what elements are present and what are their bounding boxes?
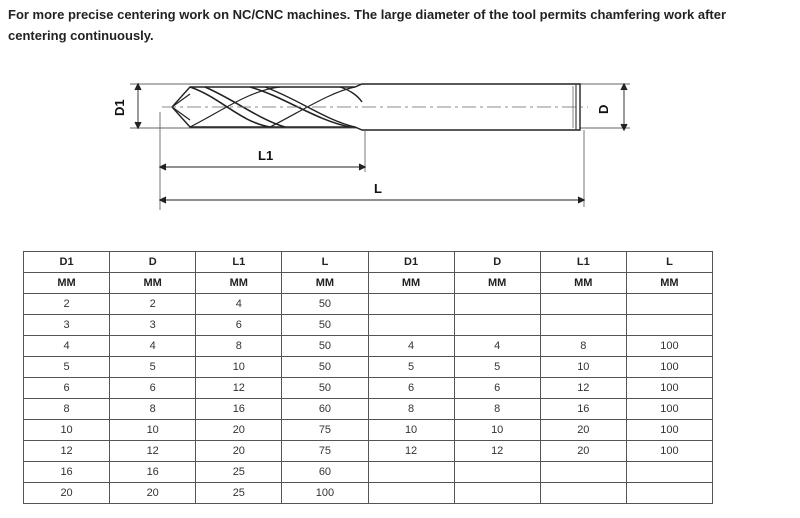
table-cell: 100 xyxy=(282,483,368,504)
intro-text: For more precise centering work on NC/CNC machines. The large diameter of the tool permits chamfering work after centering continuously. xyxy=(8,7,727,43)
table-cell: 10 xyxy=(454,420,540,441)
table-cell: MM xyxy=(626,273,712,294)
table-cell: MM xyxy=(540,273,626,294)
table-cell: 16 xyxy=(24,462,110,483)
table-cell: 4 xyxy=(196,294,282,315)
table-cell: 100 xyxy=(626,336,712,357)
table-row xyxy=(24,462,713,483)
table-cell xyxy=(626,294,712,315)
table-cell: L xyxy=(282,252,368,273)
table-cell: 75 xyxy=(282,441,368,462)
table-cell: MM xyxy=(24,273,110,294)
table-cell: 6 xyxy=(368,378,454,399)
table-cell: L xyxy=(626,252,712,273)
table-cell: 3 xyxy=(24,315,110,336)
table-cell: 8 xyxy=(24,399,110,420)
table-cell: 50 xyxy=(282,315,368,336)
label-l1: L1 xyxy=(258,148,274,163)
table-cell: MM xyxy=(110,273,196,294)
table-row xyxy=(24,294,713,315)
table-cell: 100 xyxy=(626,441,712,462)
header-row-names xyxy=(24,252,713,273)
table-cell: D xyxy=(454,252,540,273)
label-l: L xyxy=(374,181,382,196)
table-cell: 10 xyxy=(196,357,282,378)
label-d: D xyxy=(596,104,611,114)
table-cell xyxy=(626,315,712,336)
table-cell xyxy=(626,483,712,504)
table-cell: 12 xyxy=(368,441,454,462)
table-cell: 75 xyxy=(282,420,368,441)
table-cell: 6 xyxy=(24,378,110,399)
table-row xyxy=(24,441,713,462)
table-cell: 8 xyxy=(196,336,282,357)
table-cell: 50 xyxy=(282,357,368,378)
table-cell xyxy=(540,294,626,315)
table-cell: 6 xyxy=(454,378,540,399)
table-cell: MM xyxy=(282,273,368,294)
table-cell xyxy=(368,483,454,504)
table-cell: 8 xyxy=(454,399,540,420)
table-cell: L1 xyxy=(540,252,626,273)
spec-table xyxy=(23,251,713,504)
table-cell: 4 xyxy=(454,336,540,357)
table-row xyxy=(24,483,713,504)
table-row xyxy=(24,420,713,441)
table-cell: 20 xyxy=(24,483,110,504)
table-cell: 4 xyxy=(368,336,454,357)
table-cell: 10 xyxy=(368,420,454,441)
table-cell: 100 xyxy=(626,420,712,441)
table-row xyxy=(24,378,713,399)
table-cell: 2 xyxy=(110,294,196,315)
table-cell xyxy=(454,294,540,315)
table-cell: 50 xyxy=(282,294,368,315)
table-cell: D1 xyxy=(368,252,454,273)
table-cell: 4 xyxy=(24,336,110,357)
table-cell: 5 xyxy=(368,357,454,378)
table-cell: 20 xyxy=(110,483,196,504)
table-cell: 10 xyxy=(110,420,196,441)
table-cell: 50 xyxy=(282,336,368,357)
table-cell xyxy=(626,462,712,483)
table-cell: 8 xyxy=(110,399,196,420)
table-cell: 12 xyxy=(110,441,196,462)
table-cell: 6 xyxy=(110,378,196,399)
table-cell: 50 xyxy=(282,378,368,399)
table-cell: 5 xyxy=(110,357,196,378)
table-cell: MM xyxy=(196,273,282,294)
table-cell: 10 xyxy=(24,420,110,441)
label-d1: D1 xyxy=(112,99,127,116)
table-cell: 20 xyxy=(196,420,282,441)
table-cell: 3 xyxy=(110,315,196,336)
table-cell: D xyxy=(110,252,196,273)
table-cell: 60 xyxy=(282,462,368,483)
table-cell xyxy=(368,294,454,315)
table-cell xyxy=(454,483,540,504)
table-cell: 16 xyxy=(110,462,196,483)
table-cell xyxy=(368,315,454,336)
table-row xyxy=(24,315,713,336)
table-cell xyxy=(540,483,626,504)
table-cell: 12 xyxy=(196,378,282,399)
table-cell: 10 xyxy=(540,357,626,378)
table-cell xyxy=(368,462,454,483)
table-cell xyxy=(454,462,540,483)
table-cell: 4 xyxy=(110,336,196,357)
table-cell: 100 xyxy=(626,399,712,420)
table-cell: 20 xyxy=(196,441,282,462)
table-cell: 8 xyxy=(540,336,626,357)
table-cell: 100 xyxy=(626,378,712,399)
tool-drawing xyxy=(100,72,660,212)
table-cell xyxy=(540,315,626,336)
table-cell: 6 xyxy=(196,315,282,336)
table-cell: 2 xyxy=(24,294,110,315)
table-cell: L1 xyxy=(196,252,282,273)
table-row xyxy=(24,357,713,378)
table-cell: MM xyxy=(368,273,454,294)
table-cell xyxy=(454,315,540,336)
table-cell: 5 xyxy=(454,357,540,378)
table-cell: 20 xyxy=(540,441,626,462)
table-cell: 12 xyxy=(540,378,626,399)
table-cell: 12 xyxy=(24,441,110,462)
table-cell: 8 xyxy=(368,399,454,420)
table-row xyxy=(24,399,713,420)
table-cell: 25 xyxy=(196,483,282,504)
table-cell: 16 xyxy=(540,399,626,420)
table-cell: 16 xyxy=(196,399,282,420)
table-cell: D1 xyxy=(24,252,110,273)
table-cell: 60 xyxy=(282,399,368,420)
table-cell: 20 xyxy=(540,420,626,441)
table-cell: 100 xyxy=(626,357,712,378)
table-cell xyxy=(540,462,626,483)
table-cell: 5 xyxy=(24,357,110,378)
table-row xyxy=(24,336,713,357)
table-cell: MM xyxy=(454,273,540,294)
table-cell: 12 xyxy=(454,441,540,462)
header-row-units xyxy=(24,273,713,294)
table-cell: 25 xyxy=(196,462,282,483)
